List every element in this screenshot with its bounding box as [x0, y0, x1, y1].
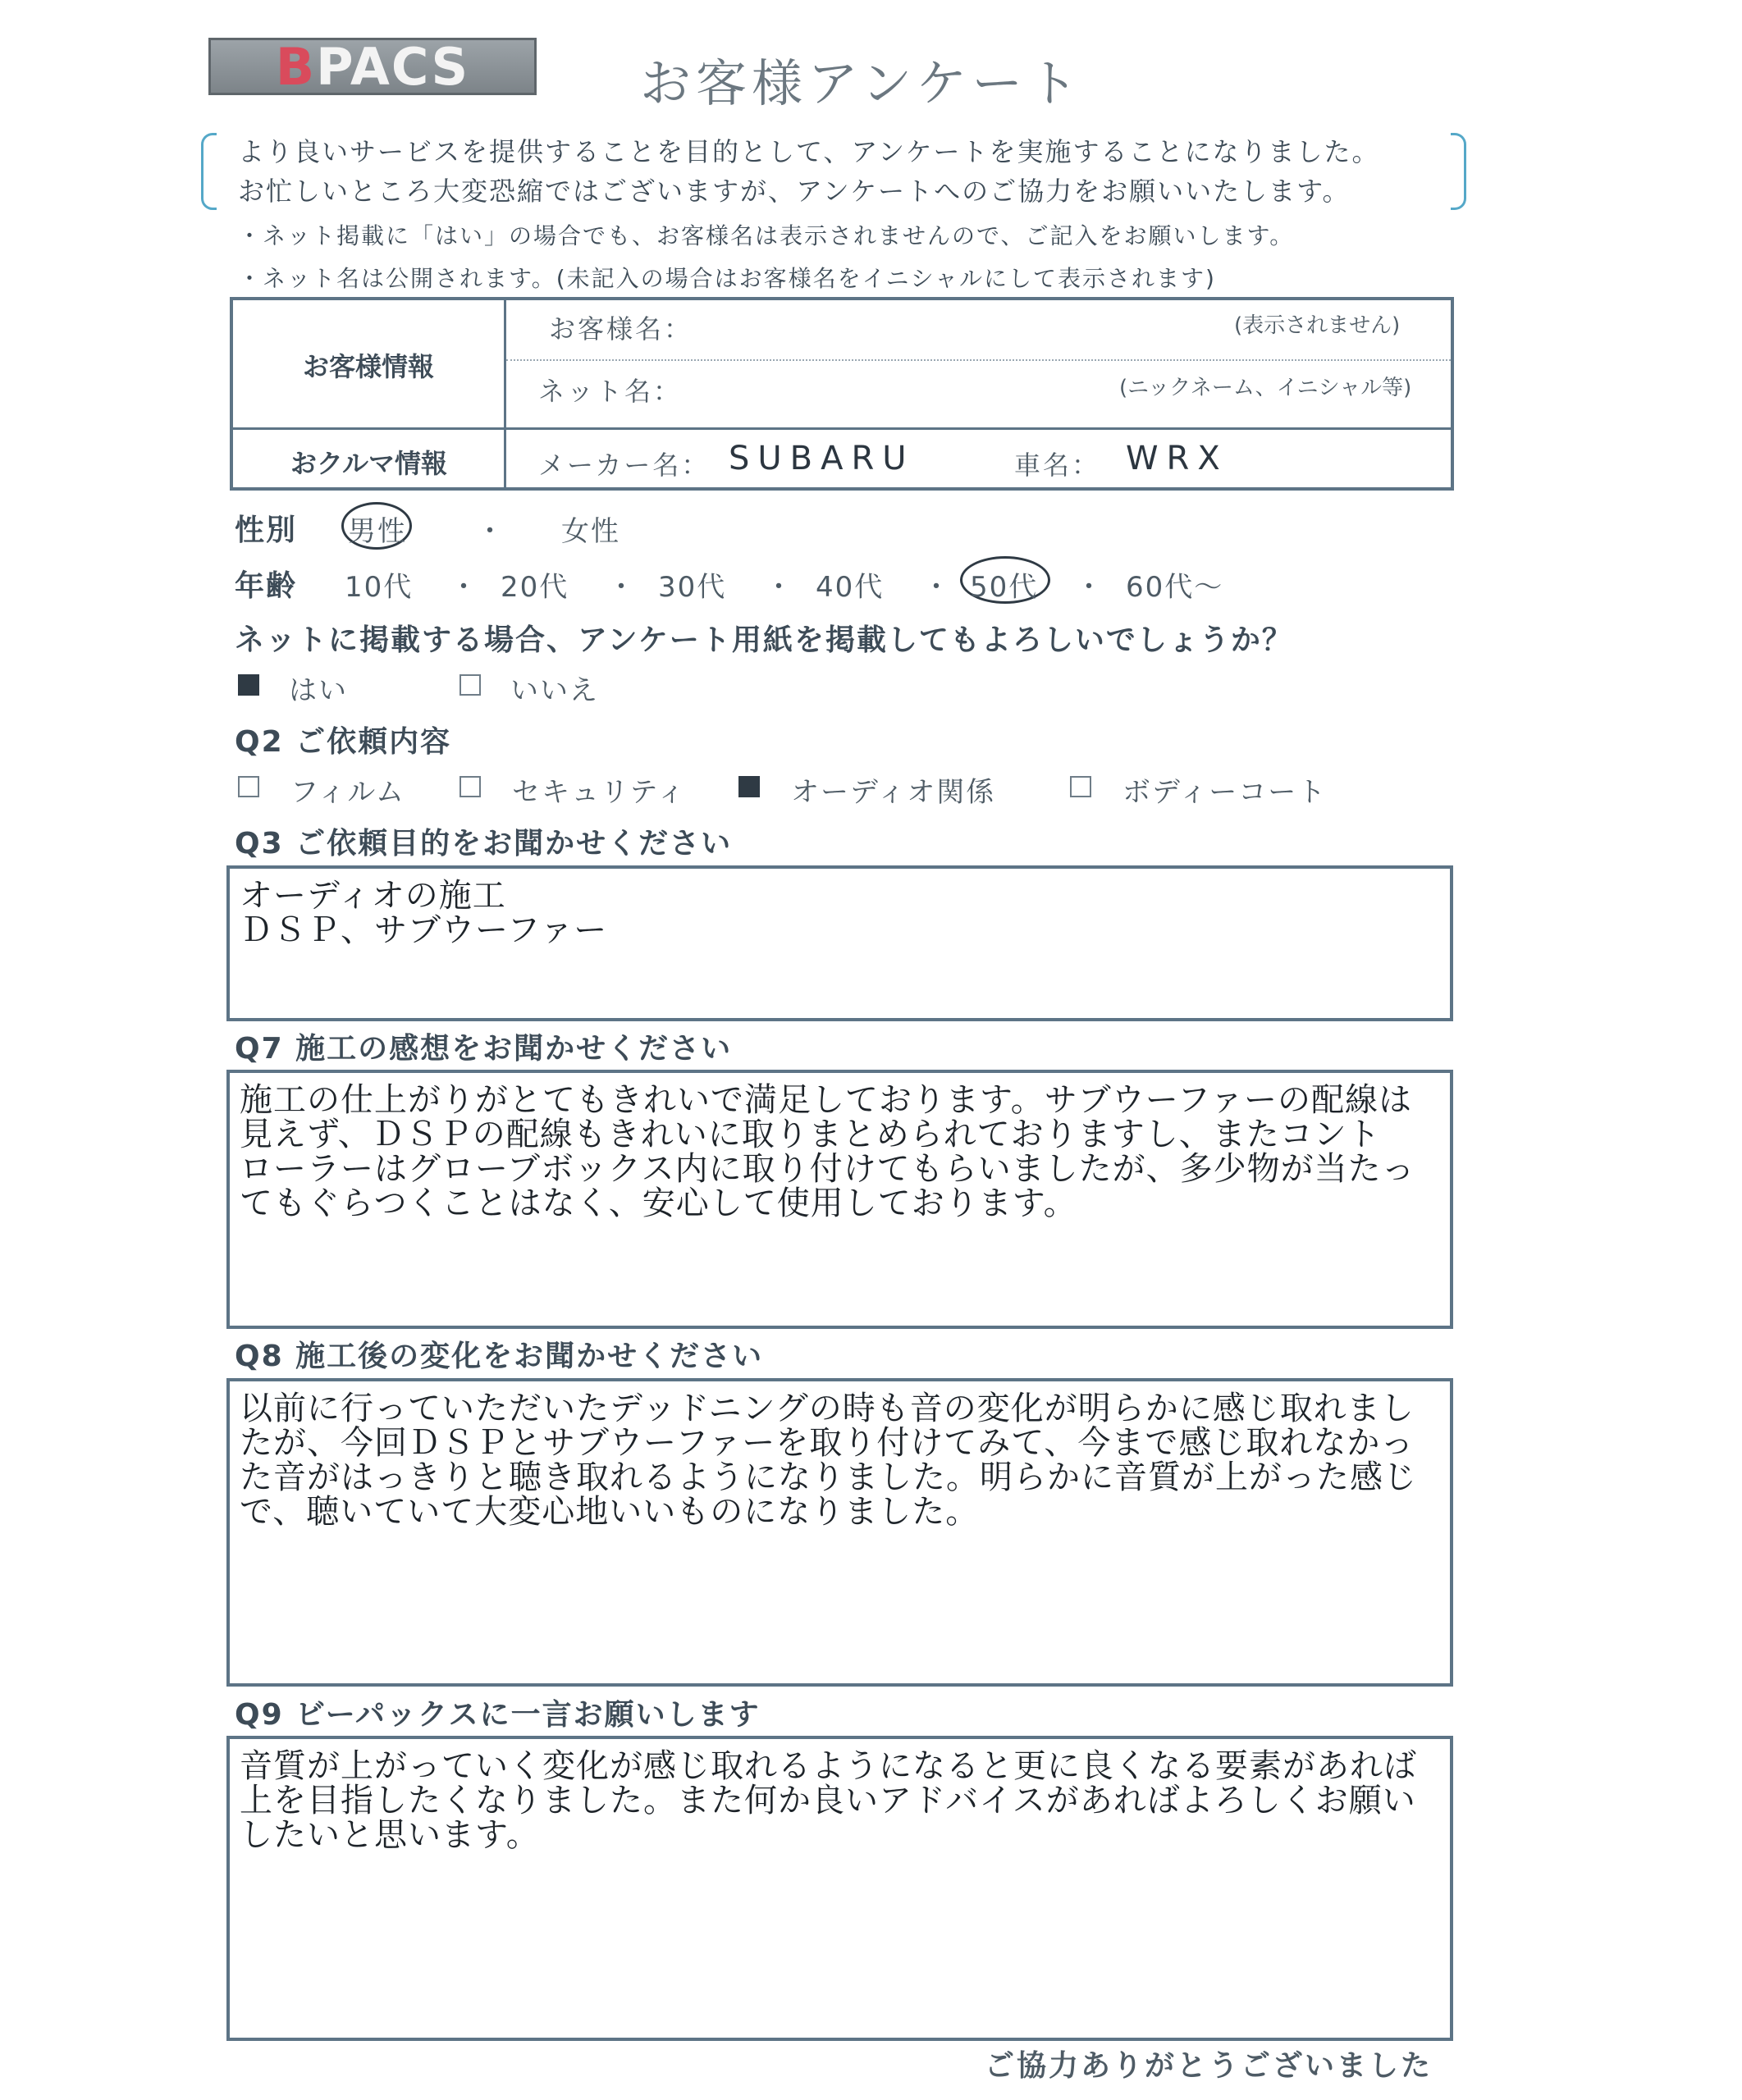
intro-line-2: お忙しいところ大変恐縮ではございますが、アンケートへのご協力をお願いいたします。 [238, 176, 1351, 207]
age-separator: ・ [450, 571, 478, 604]
q7-answer-box [226, 1070, 1453, 1329]
age-label: 年齢 [235, 569, 298, 603]
bpacs-logo [208, 38, 537, 95]
customer-name-note: (表示されません) [1234, 313, 1401, 338]
q9-title: Q9 ビーパックスに一言お願いします [235, 1698, 761, 1732]
publish-question: ネットに掲載する場合、アンケート用紙を掲載してもよろしいでしょうか？ [235, 623, 1293, 657]
q7-answer-text: 施工の仕上がりがとてもきれいで満足しております。サブウーファーの配線は 見えず、ＤＳＰの配線もきれいに取りまとめられておりますし、またコント ローラーはグローブボックス内に取り付けてもらいましたが、多少物が当たっ てもぐらつくことはなく、安心して使用しております。 [240, 1081, 1415, 1222]
net-name-note: (ニックネーム、イニシャル等) [1119, 376, 1412, 400]
q2-bodycoat-checkbox[interactable] [1070, 776, 1091, 797]
gender-separator: ・ [476, 515, 504, 548]
car-name-label: 車名： [1014, 450, 1101, 481]
age-option-30s[interactable]: 30代 [658, 571, 727, 604]
q9-answer-text: 音質が上がっていく変化が感じ取れるようになると更に良くなる要素があれば 上を目指したくなりました。また何か良いアドバイスがあればよろしくお願い したいと思います。 [240, 1747, 1417, 1854]
q8-answer-text: 以前に行っていただいたデッドニングの時も音の変化が明らかに感じ取れまし たが、今回ＤＳＰとサブウーファーを取り付けてみて、今まで感じ取れなかっ た音がはっきりと聴き取れるようになりました。明らかに音質が上がった感じ で、聴いていて大変心地いいものになりました。 [240, 1390, 1417, 1531]
page-title: お客様アンケート [640, 53, 1084, 113]
maker-label: メーカー名： [538, 450, 711, 481]
table-divider-dotted [506, 359, 1451, 361]
q2-option-security: セキュリティ [512, 776, 687, 809]
q9-answer-box [226, 1736, 1453, 2041]
intro-line-1: より良いサービスを提供することを目的として、アンケートを実施することになりました。 [238, 136, 1380, 167]
thanks-message: ご協力ありがとうございました [985, 2049, 1433, 2083]
net-name-label: ネット名： [538, 376, 683, 407]
intro-bracket-right [1451, 133, 1466, 210]
age-separator: ・ [922, 571, 950, 604]
age-option-20s[interactable]: 20代 [501, 571, 569, 604]
gender-option-male[interactable]: 男性 [348, 515, 407, 548]
note-line-1: ・ネット掲載に「はい」の場合でも、お客様名は表示されませんので、ご記入をお願いします。 [238, 222, 1295, 249]
logo-letters: PACS [316, 36, 470, 97]
age-option-50s[interactable]: 50代 [970, 571, 1039, 604]
publish-no-label: いいえ [510, 674, 599, 707]
customer-info-table [230, 297, 1454, 491]
publish-no-checkbox[interactable] [460, 674, 481, 696]
q2-audio-checkbox[interactable] [738, 776, 760, 797]
customer-info-label: お客様情報 [303, 351, 435, 382]
age-option-10s[interactable]: 10代 [345, 571, 414, 604]
car-name-value: WRX [1126, 440, 1228, 477]
age-separator: ・ [765, 571, 793, 604]
q8-answer-box [226, 1378, 1453, 1687]
q2-option-audio: オーディオ関係 [791, 776, 996, 809]
publish-yes-label: はい [289, 674, 348, 707]
car-info-label: おクルマ情報 [290, 448, 448, 479]
table-divider-horizontal [233, 427, 1451, 430]
table-divider-vertical [504, 300, 506, 487]
gender-option-female[interactable]: 女性 [561, 515, 620, 548]
age-option-40s[interactable]: 40代 [816, 571, 885, 604]
q2-option-bodycoat: ボディーコート [1122, 776, 1328, 809]
q3-answer-box [226, 865, 1453, 1021]
age-option-60s-plus[interactable]: 60代〜 [1126, 571, 1224, 604]
note-line-2: ・ネット名は公開されます。(未記入の場合はお客様名をイニシャルにして表示されます) [238, 265, 1216, 292]
age-separator: ・ [607, 571, 635, 604]
intro-bracket-left [201, 133, 217, 210]
q7-title: Q7 施工の感想をお聞かせください [235, 1032, 733, 1066]
gender-label: 性別 [235, 514, 298, 547]
customer-name-label: お客様名： [549, 313, 693, 345]
q8-title: Q8 施工後の変化をお聞かせください [235, 1340, 764, 1373]
q3-title: Q3 ご依頼目的をお聞かせください [235, 827, 733, 861]
maker-value: SUBARU [729, 440, 915, 477]
q2-security-checkbox[interactable] [460, 776, 481, 797]
logo-letter-b: B [275, 36, 317, 97]
q3-answer-text: オーディオの施工 ＤＳＰ、サブウーファー [240, 877, 608, 949]
q2-option-film: フィルム [290, 776, 405, 809]
q2-film-checkbox[interactable] [238, 776, 259, 797]
age-separator: ・ [1075, 571, 1103, 604]
q2-title: Q2 ご依頼内容 [235, 725, 452, 759]
publish-yes-checkbox[interactable] [238, 674, 259, 696]
